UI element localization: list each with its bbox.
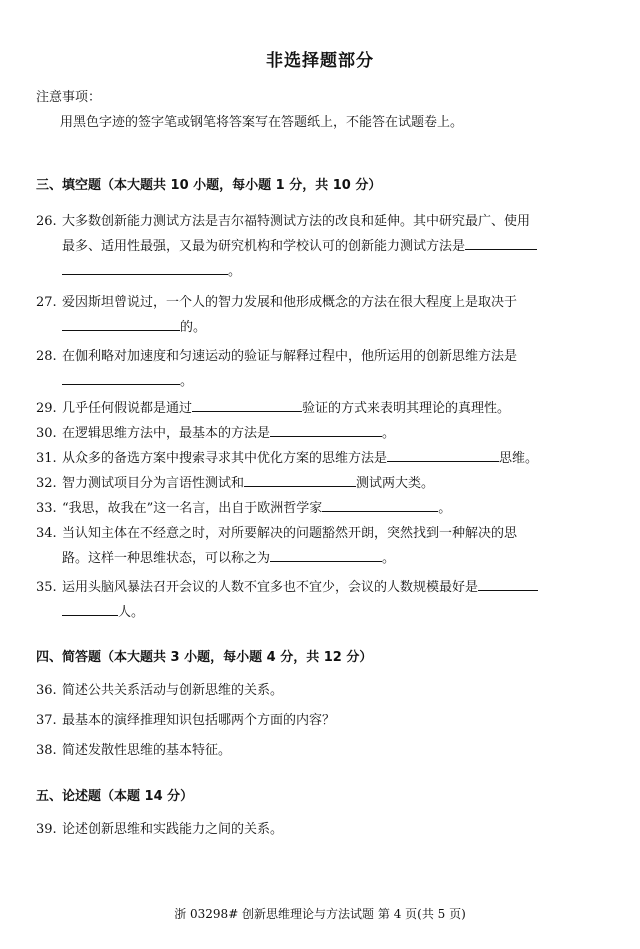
question-text: 。 — [382, 551, 396, 566]
question-number: 38. — [36, 743, 57, 758]
question-number: 33. — [36, 501, 57, 516]
question-text: 在逻辑思维方法中，最基本的方法是 — [62, 426, 271, 441]
essay-section-heading: 五、论述题（本题 14 分） — [36, 789, 194, 804]
question-text: 在伽利略对加速度和匀速运动的验证与解释过程中，他所运用的创新思维方法是 — [62, 349, 518, 364]
question-text: 的。 — [180, 320, 207, 335]
question-text: 论述创新思维和实践能力之间的关系。 — [62, 822, 284, 837]
question-34 — [36, 521, 608, 571]
question-text: 智力测试项目分为言语性测试和 — [62, 476, 245, 491]
question-text: 最多、适用性最强，又最为研究机构和学校认可的创新能力测试方法是 — [62, 239, 466, 254]
question-text: 简述公共关系活动与创新思维的关系。 — [62, 683, 284, 698]
question-text: 。 — [180, 374, 194, 389]
question-text: 大多数创新能力测试方法是吉尔福特测试方法的改良和延伸。其中研究最广、使用 — [62, 214, 531, 229]
question-27 — [36, 290, 608, 340]
question-39 — [36, 817, 608, 842]
answer-blank — [244, 472, 356, 487]
question-text: 。 — [382, 426, 396, 441]
page-footer: 浙 03298# 创新思维理论与方法试题 第 4 页(共 5 页) — [174, 907, 466, 921]
question-number: 37. — [36, 713, 57, 728]
question-text: 最基本的演绎推理知识包括哪两个方面的内容？ — [62, 713, 336, 728]
question-33 — [36, 496, 608, 521]
question-30 — [36, 421, 608, 446]
question-number: 35. — [36, 580, 57, 595]
question-text: 爱因斯坦曾说过，一个人的智力发展和他形成概念的方法在很大程度上是取决于 — [62, 295, 518, 310]
notice-label: 注意事项： — [36, 90, 102, 105]
question-26 — [36, 209, 608, 284]
answer-blank — [62, 370, 180, 385]
short-section-heading: 四、简答题（本大题共 3 小题，每小题 4 分，共 12 分） — [36, 650, 373, 665]
answer-blank — [270, 422, 382, 437]
question-31 — [36, 446, 608, 471]
answer-blank — [192, 397, 302, 412]
question-36 — [36, 678, 608, 703]
question-29 — [36, 396, 608, 421]
question-text: 简述发散性思维的基本特征。 — [62, 743, 232, 758]
question-number: 26. — [36, 214, 57, 229]
question-number: 39. — [36, 822, 57, 837]
question-number: 36. — [36, 683, 57, 698]
question-number: 28. — [36, 349, 57, 364]
answer-blank — [62, 260, 228, 275]
question-38 — [36, 738, 608, 763]
answer-blank — [62, 601, 118, 616]
question-text: 从众多的备选方案中搜索寻求其中优化方案的思维方法是 — [62, 451, 388, 466]
question-text: 验证的方式来表明其理论的真理性。 — [302, 401, 511, 416]
question-number: 30. — [36, 426, 57, 441]
answer-blank — [465, 235, 537, 250]
question-text: 人。 — [118, 605, 145, 620]
question-text: “我思，故我在”这一名言，出自于欧洲哲学家 — [62, 501, 323, 516]
page-title: 非选择题部分 — [266, 51, 374, 71]
question-number: 29. — [36, 401, 57, 416]
question-text: 当认知主体在不经意之时，对所要解决的问题豁然开朗，突然找到一种解决的思 — [62, 526, 518, 541]
question-text: 运用头脑风暴法召开会议的人数不宜多也不宜少，会议的人数规模最好是 — [62, 580, 479, 595]
answer-blank — [62, 316, 180, 331]
question-37 — [36, 708, 608, 733]
question-number: 27. — [36, 295, 57, 310]
answer-blank — [322, 497, 438, 512]
question-text: 。 — [228, 264, 242, 279]
question-number: 34. — [36, 526, 57, 541]
question-32 — [36, 471, 608, 496]
fill-section-heading: 三、填空题（本大题共 10 小题，每小题 1 分，共 10 分） — [36, 178, 382, 193]
answer-blank — [387, 447, 499, 462]
answer-blank — [270, 547, 382, 562]
question-number: 31. — [36, 451, 57, 466]
question-text: 路。这样一种思维状态，可以称之为 — [62, 551, 271, 566]
notice-text: 用黑色字迹的签字笔或钢笔将答案写在答题纸上，不能答在试题卷上。 — [60, 115, 464, 130]
question-35 — [36, 575, 608, 625]
question-text: 测试两大类。 — [356, 476, 435, 491]
answer-blank — [478, 576, 538, 591]
question-text: 思维。 — [499, 451, 539, 466]
question-text: 几乎任何假说都是通过 — [62, 401, 193, 416]
question-number: 32. — [36, 476, 57, 491]
question-28 — [36, 344, 608, 394]
question-text: 。 — [438, 501, 452, 516]
